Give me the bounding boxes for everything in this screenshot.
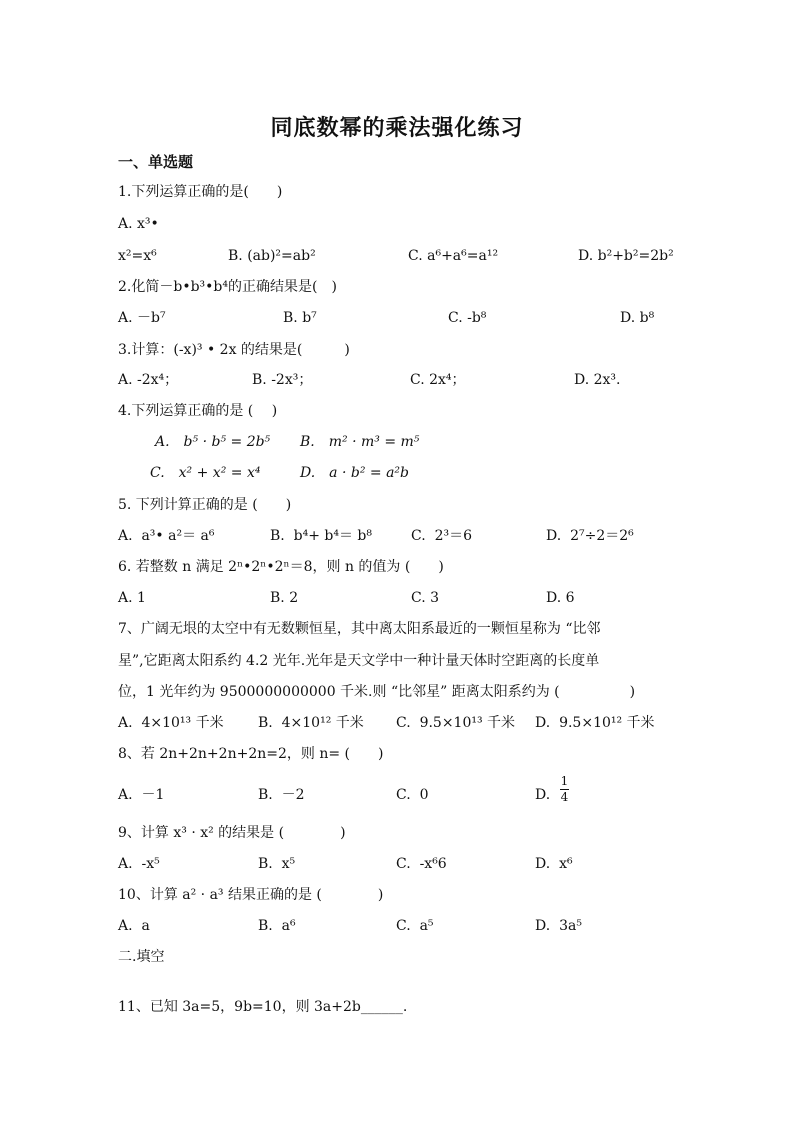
question-10-stem: 10、计算 a² · a³ 结果正确的是 ( ): [118, 887, 384, 903]
question-1-option-a: A. x³•: [118, 216, 159, 232]
fraction-denominator: 4: [560, 790, 569, 805]
question-8-option-d-label: D.: [535, 787, 551, 803]
question-3-option-c: C. 2x⁴；: [410, 372, 466, 388]
question-10-option-a: A. a: [118, 918, 150, 934]
question-2-option-a: A. －b⁷: [118, 310, 166, 326]
question-9-option-a: A. -x⁵: [118, 856, 160, 872]
question-7-line-1: 7、广阔无垠的太空中有无数颗恒星，其中离太阳系最近的一颗恒星称为 “比邻: [118, 621, 601, 637]
question-6-option-a: A. 1: [118, 590, 146, 606]
question-5-option-a: A. a³• a²＝ a⁶: [118, 528, 215, 544]
section-heading-fill-in: 二.填空: [118, 949, 165, 965]
question-5-option-d: D. 2⁷÷2＝2⁶: [546, 528, 634, 544]
question-7-option-c: C. 9.5×10¹³ 千米: [396, 715, 516, 731]
question-4-option-a: A. b⁵ · b⁵ = 2b⁵: [155, 434, 271, 450]
question-4-option-b: B. m² · m³ = m⁵: [300, 434, 420, 450]
section-heading-single-choice: 一、单选题: [118, 153, 194, 171]
question-4-stem: 4.下列运算正确的是 ( ): [118, 403, 278, 419]
question-6-stem: 6. 若整数 n 满足 2ⁿ•2ⁿ•2ⁿ＝8，则 n 的值为 ( ): [118, 559, 444, 575]
question-8-option-b: B. －2: [258, 787, 305, 803]
question-5-option-b: B. b⁴+ b⁴＝ b⁸: [270, 528, 372, 544]
question-3-option-d: D. 2x³.: [574, 372, 621, 388]
question-10-option-c: C. a⁵: [396, 918, 434, 934]
page-title: 同底数幂的乘法强化练习: [270, 115, 524, 141]
question-7-option-a: A. 4×10¹³ 千米: [118, 715, 224, 731]
question-10-option-b: B. a⁶: [258, 918, 296, 934]
question-2-stem: 2.化简－b•b³•b⁴的正确结果是( ): [118, 279, 337, 295]
question-9-stem: 9、计算 x³ · x² 的结果是 ( ): [118, 825, 346, 841]
question-10-option-d: D. 3a⁵: [535, 918, 582, 934]
question-2-option-b: B. b⁷: [283, 310, 317, 326]
question-5-stem: 5. 下列计算正确的是 ( ): [118, 497, 292, 513]
question-4-option-d: D. a · b² = a²b: [300, 465, 409, 481]
question-8-option-c: C. 0: [396, 787, 429, 803]
question-3-option-a: A. -2x⁴；: [118, 372, 179, 388]
question-8-option-a: A. －1: [118, 787, 165, 803]
question-6-option-b: B. 2: [270, 590, 299, 606]
question-1-option-b: B. (ab)²=ab²: [228, 248, 316, 264]
question-1-option-d: D. b²+b²=2b²: [578, 248, 674, 264]
question-1-option-c: C. a⁶+a⁶=a¹²: [408, 248, 499, 264]
question-4-option-c: C. x² + x² = x⁴: [150, 465, 261, 481]
question-7-line-2: 星”,它距离太阳系约 4.2 光年.光年是天文学中一种计量天体时空距离的长度单: [118, 653, 600, 669]
question-9-option-b: B. x⁵: [258, 856, 296, 872]
question-8-option-d-fraction: [560, 775, 569, 804]
question-1-stem: 1.下列运算正确的是( ): [118, 184, 283, 200]
question-7-option-d: D. 9.5×10¹² 千米: [535, 715, 655, 731]
question-3-option-b: B. -2x³；: [252, 372, 313, 388]
question-2-option-d: D. b⁸: [620, 310, 655, 326]
question-11-stem: 11、已知 3a=5，9b=10，则 3a+2b______.: [118, 999, 408, 1015]
question-1-option-a-continued: x²=x⁶: [118, 248, 157, 264]
question-5-option-c: C. 2³＝6: [411, 528, 472, 544]
fraction-numerator: 1: [560, 774, 569, 788]
question-8-stem: 8、若 2n+2n+2n+2n=2，则 n= ( ): [118, 746, 384, 762]
question-9-option-c: C. -x⁶6: [396, 856, 447, 872]
question-7-line-3: 位，1 光年约为 9500000000000 千米.则 “比邻星” 距离太阳系约为 ( ): [118, 684, 636, 700]
question-7-option-b: B. 4×10¹² 千米: [258, 715, 364, 731]
question-9-option-d: D. x⁶: [535, 856, 573, 872]
question-2-option-c: C. -b⁸: [448, 310, 487, 326]
question-3-stem: 3.计算：(-x)³ • 2x 的结果是( ): [118, 342, 350, 358]
question-6-option-d: D. 6: [546, 590, 575, 606]
question-6-option-c: C. 3: [411, 590, 440, 606]
